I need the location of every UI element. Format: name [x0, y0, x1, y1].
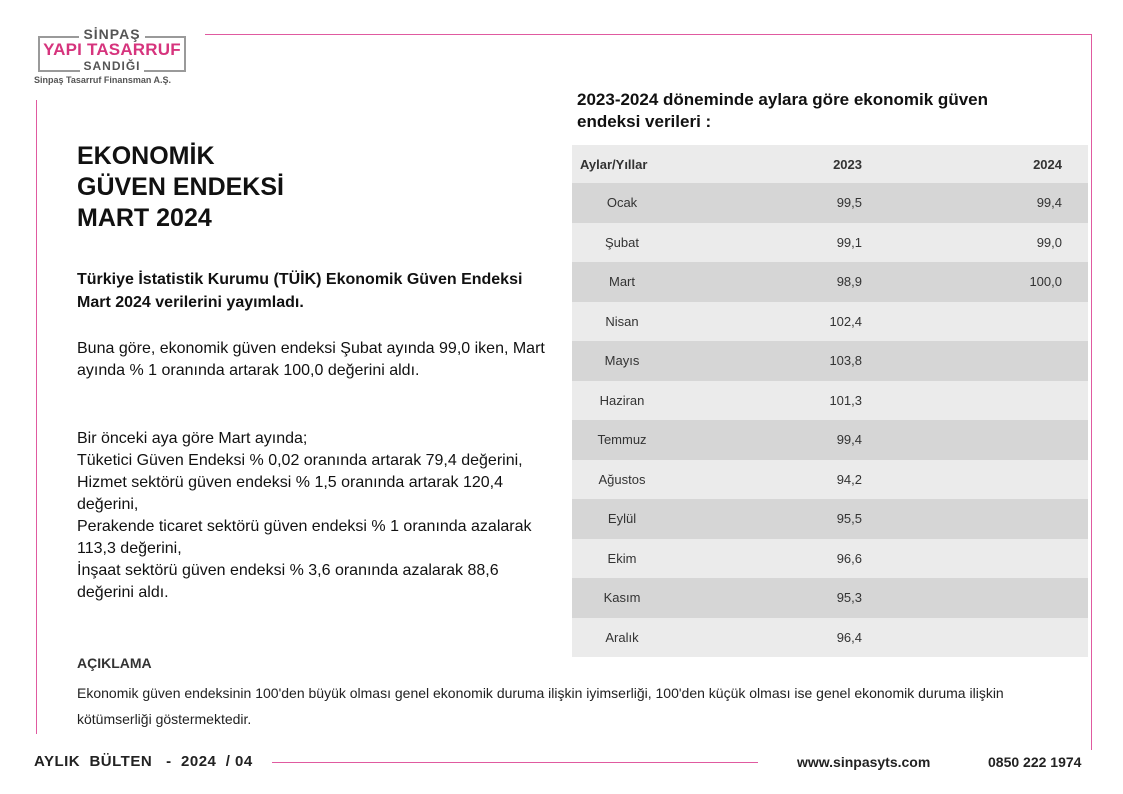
table-row	[572, 618, 1088, 658]
table-row	[572, 499, 1088, 539]
cell-2023: 101,3	[829, 392, 862, 408]
paragraph-2-line: Tüketici Güven Endeksi % 0,02 oranında artarak 79,4 değerini,	[77, 452, 523, 469]
table-row	[572, 262, 1088, 302]
title-line-2: GÜVEN ENDEKSİ	[77, 173, 284, 201]
explanation-text: Ekonomik güven endeksinin 100'den büyük olması genel ekonomik duruma ilişkin iyimserliği, 100'den küçük olması ise genel ekonomik duruma ilişkin kötümserliği göstermektedir.	[77, 685, 1004, 727]
data-table	[572, 145, 1088, 657]
company-logo	[32, 24, 202, 88]
table-row	[572, 341, 1088, 381]
cell-month: Nisan	[605, 313, 639, 329]
cell-2023: 99,5	[836, 195, 862, 211]
cell-month: Kasım	[603, 590, 641, 606]
table-row	[572, 460, 1088, 500]
table-row	[572, 539, 1088, 579]
page-title	[77, 141, 284, 234]
cell-2024: 99,0	[1036, 234, 1062, 250]
header-months: Aylar/Yıllar	[580, 156, 648, 172]
paragraph-2-line: Bir önceki aya göre Mart ayında;	[77, 430, 308, 447]
logo-sub-text: SANDIĞI	[80, 59, 143, 73]
footer-divider	[272, 762, 758, 763]
paragraph-1: Buna göre, ekonomik güven endeksi Şubat ayında 99,0 iken, Mart ayında % 1 oranında artarak 100,0 değerini aldı.	[77, 340, 545, 379]
cell-2023: 99,1	[836, 234, 862, 250]
table-row	[572, 381, 1088, 421]
cell-2023: 96,4	[836, 629, 862, 645]
cell-2024: 99,4	[1036, 195, 1062, 211]
header-2024: 2024	[1033, 156, 1062, 172]
cell-2023: 95,5	[836, 511, 862, 527]
table-header-row	[572, 145, 1088, 183]
frame-left-line	[36, 100, 37, 734]
table-row	[572, 223, 1088, 263]
footer-phone: 0850 222 1974	[988, 754, 1082, 770]
cell-2023: 102,4	[829, 313, 862, 329]
paragraph-2	[77, 428, 547, 604]
table-row	[572, 302, 1088, 342]
cell-2023: 96,6	[836, 550, 862, 566]
logo-caption: Sinpaş Tasarruf Finansman A.Ş.	[34, 75, 172, 85]
cell-month: Temmuz	[597, 432, 647, 448]
frame-top-line	[205, 34, 1092, 35]
cell-2024: 100,0	[1029, 274, 1062, 290]
cell-month: Mart	[609, 274, 635, 290]
cell-2023: 95,3	[836, 590, 862, 606]
header-2023: 2023	[833, 156, 862, 172]
cell-month: Ocak	[606, 195, 638, 211]
paragraph-2-line: Hizmet sektörü güven endeksi % 1,5 oranında artarak 120,4 değerini,	[77, 474, 504, 513]
footer-website: www.sinpasyts.com	[797, 754, 931, 770]
paragraph-2-line: Perakende ticaret sektörü güven endeksi % 1 oranında azalarak 113,3 değerini,	[77, 518, 532, 557]
table-row	[572, 420, 1088, 460]
cell-2023: 103,8	[829, 353, 862, 369]
table-title: 2023-2024 döneminde aylara göre ekonomik güven endeksi verileri :	[577, 90, 988, 131]
table-row	[572, 578, 1088, 618]
logo-top-text: SİNPAŞ	[79, 26, 144, 42]
footer-bulletin: AYLIK BÜLTEN - 2024 / 04	[34, 753, 253, 770]
lead-paragraph: Türkiye İstatistik Kurumu (TÜİK) Ekonomik Güven Endeksi Mart 2024 verilerini yayımladı.	[77, 271, 523, 311]
title-line-3: MART 2024	[77, 204, 212, 232]
cell-month: Mayıs	[604, 353, 640, 369]
cell-2023: 98,9	[836, 274, 862, 290]
cell-month: Ağustos	[598, 471, 646, 487]
cell-month: Eylül	[607, 511, 637, 527]
cell-month: Haziran	[599, 392, 645, 408]
table-row	[572, 183, 1088, 223]
paragraph-2-line: İnşaat sektörü güven endeksi % 3,6 oranında azalarak 88,6 değerini aldı.	[77, 562, 499, 601]
cell-2023: 99,4	[836, 432, 862, 448]
explanation-title: AÇIKLAMA	[77, 655, 152, 671]
cell-2023: 94,2	[836, 471, 862, 487]
cell-month: Şubat	[605, 234, 639, 250]
logo-main-text: YAPI TASARRUF	[43, 40, 181, 59]
title-line-1: EKONOMİK	[77, 142, 215, 170]
cell-month: Ekim	[607, 550, 637, 566]
cell-month: Aralık	[605, 629, 639, 645]
frame-right-line	[1091, 34, 1092, 750]
